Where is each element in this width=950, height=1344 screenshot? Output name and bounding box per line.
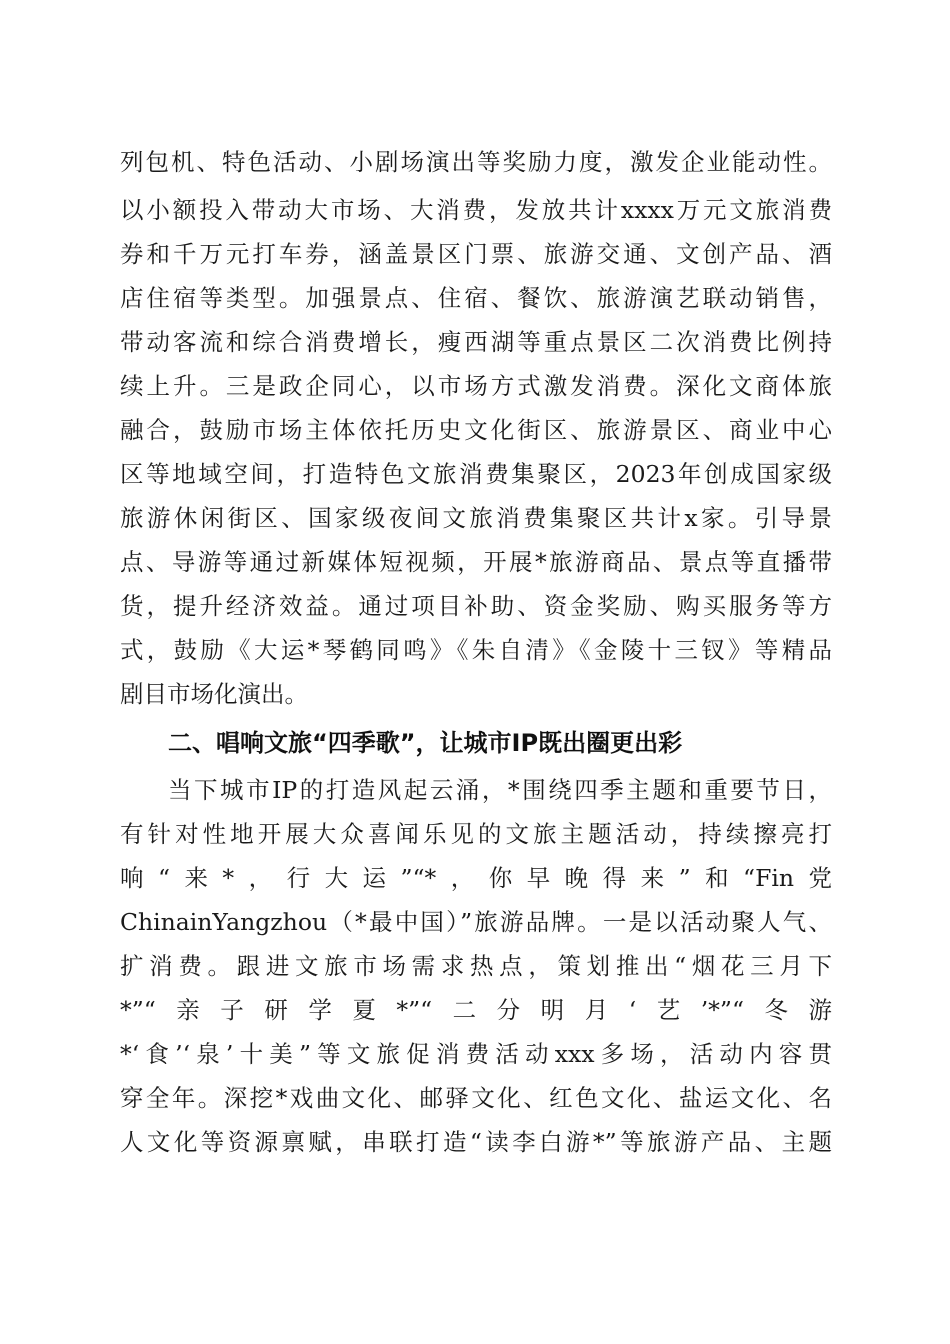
text-line: *‘食’‘泉’十美”等文旅促消费活动xxx多场，活动内容贯: [120, 1040, 832, 1068]
text-line: 以小额投入带动大市场、大消费，发放共计xxxx万元文旅消费: [120, 196, 832, 224]
text-line: 列包机、特色活动、小剧场演出等奖励力度，激发企业能动性。: [120, 148, 832, 176]
section-heading: 二、唱响文旅“四季歌”，让城市IP既出圈更出彩: [168, 729, 683, 757]
text-line: 响“来*，行大运”“*，你早晚得来”和“Fin党: [120, 864, 832, 892]
text-line: 穿全年。深挖*戏曲文化、邮驿文化、红色文化、盐运文化、名: [120, 1084, 832, 1112]
text-line: 带动客流和综合消费增长，瘦西湖等重点景区二次消费比例持: [120, 328, 832, 356]
text-line: 有针对性地开展大众喜闻乐见的文旅主题活动，持续擦亮打: [120, 820, 832, 848]
text-line: 人文化等资源禀赋，串联打造“读李白游*”等旅游产品、主题: [120, 1128, 832, 1156]
text-line: 旅游休闲街区、国家级夜间文旅消费集聚区共计x家。引导景: [120, 504, 832, 532]
text-line: 式，鼓励《大运*琴鹤同鸣》《朱自清》《金陵十三钗》等精品: [120, 636, 832, 664]
text-line: 点、导游等通过新媒体短视频，开展*旅游商品、景点等直播带: [120, 548, 832, 576]
text-line: 店住宿等类型。加强景点、住宿、餐饮、旅游演艺联动销售，: [120, 284, 832, 312]
text-line: ChinainYangzhou（*最中国）”旅游品牌。一是以活动聚人气、: [120, 908, 832, 936]
text-line: 剧目市场化演出。: [120, 680, 308, 708]
text-line: 续上升。三是政企同心，以市场方式激发消费。深化文商体旅: [120, 372, 832, 400]
text-line: 货，提升经济效益。通过项目补助、资金奖励、购买服务等方: [120, 592, 832, 620]
text-line: 当下城市IP的打造风起云涌，*围绕四季主题和重要节日，: [168, 776, 832, 804]
text-line: 券和千万元打车券，涵盖景区门票、旅游交通、文创产品、酒: [120, 240, 832, 268]
text-line: 融合，鼓励市场主体依托历史文化街区、旅游景区、商业中心: [120, 416, 832, 444]
text-line: *”“亲子研学夏*”“二分明月‘艺’*”“冬游: [120, 996, 832, 1024]
text-line: 扩消费。跟进文旅市场需求热点，策划推出“烟花三月下: [120, 952, 832, 980]
text-line: 区等地域空间，打造特色文旅消费集聚区，2023年创成国家级: [120, 460, 832, 488]
